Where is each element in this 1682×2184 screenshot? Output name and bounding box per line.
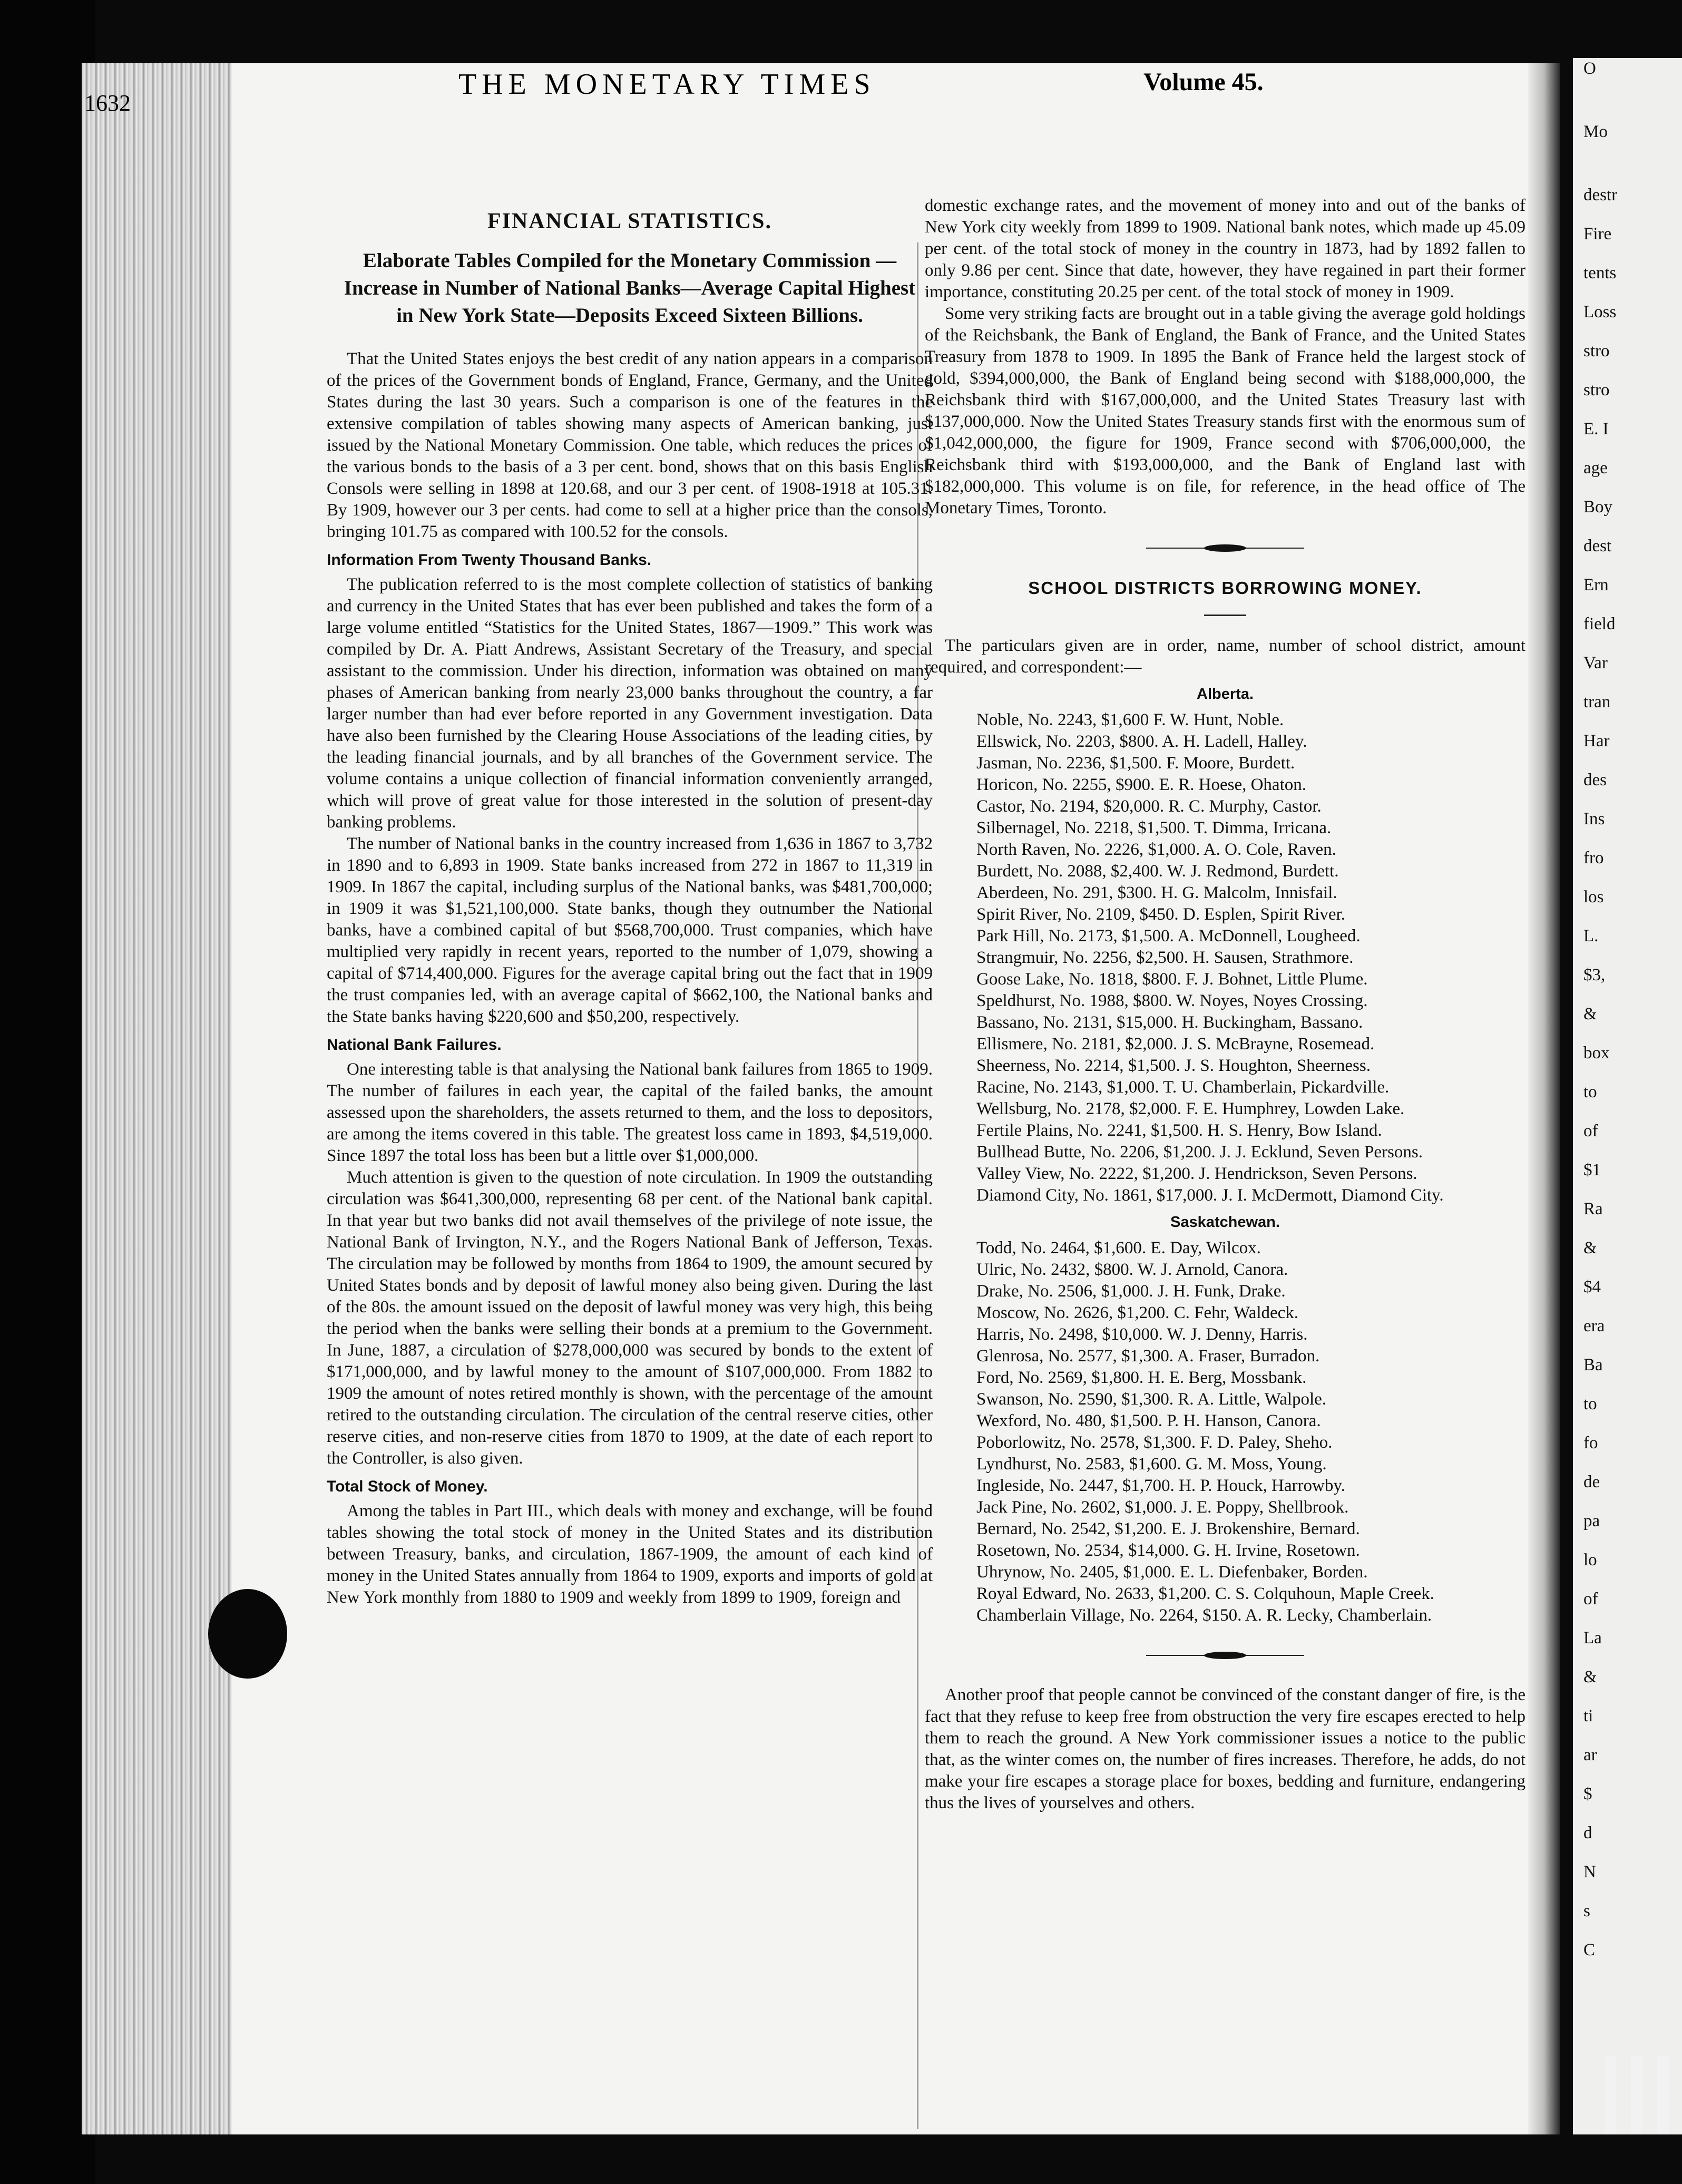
fragment-text: Ins [1583, 810, 1605, 828]
list-item: Poborlowitz, No. 2578, $1,300. F. D. Paley, Sheho. [976, 1433, 1333, 1452]
clip-mark [1631, 2055, 1642, 2134]
fragment-text: s [1583, 1902, 1590, 1920]
fragment-text: L. [1583, 927, 1599, 945]
list-item: Drake, No. 2506, $1,000. J. H. Funk, Drake. [976, 1282, 1286, 1301]
paragraph: The number of National banks in the country increased from 1,636 in 1867 to 3,732 in 1890 and to 6,893 in 1909. State banks increased from 272 in 1867 to 11,319 in 1909. In 1867 the capital, including surplus of the National banks, was $481,700,000; in 1909 it was $1,521,100,000. State banks, though they outnumber the National banks, have a combined capital of but $568,700,000. Trust companies, which have multiplied very rapidly in recent years, reported to the number of 1,079, showing a capital of $714,400,000. Figures for the average capital bring out the fact that in 1909 the trust companies led, with an average capital of $662,100, the National banks and the State banks having $220,600 and $50,200, respectively. [327, 834, 933, 1026]
scan-left-edge [0, 0, 95, 2184]
alberta-list [925, 709, 1525, 1206]
fragment-text: Har [1583, 732, 1610, 750]
paragraph: Much attention is given to the question of note circulation. In 1909 the outstanding circulation was $641,300,000, representing 68 per cent. of the National bank capital. In that year but two banks did not avail themselves of the privilege of note issue, the National Bank of Irvington, N.Y., and the Rogers National Bank of Jefferson, Texas. The circulation may be followed by months from 1864 to 1909, the amount secured by United States bonds and by deposit of lawful money also being given. During the last of the 80s. the amount issued on the deposit of lawful money was very high, this being the period when the banks were selling their bonds at a premium to the Government. In June, 1887, a circulation of $278,000,000 was secured by bonds to the extent of $171,000,000, and by lawful money to the amount of $107,000,000. From 1882 to 1909 the amount of notes retired monthly is shown, with the percentage of the amount retired to the outstanding circulation. The circulation of the central reserve cities, other reserve cities, and non-reserve cities from 1870 to 1909, at the date of each report to the Controller, is also given. [327, 1168, 933, 1468]
binder-hole [208, 1589, 287, 1679]
fragment-text: Fire [1583, 225, 1612, 243]
subheading: Total Stock of Money. [327, 1478, 488, 1495]
fragment-text: of [1583, 1122, 1598, 1140]
left-column [327, 134, 933, 1608]
fragment-text: Ra [1583, 1200, 1603, 1218]
list-item: Bullhead Butte, No. 2206, $1,200. J. J. Ecklund, Seven Persons. [976, 1143, 1423, 1162]
fragment-text: Ba [1583, 1356, 1603, 1374]
list-item: Ingleside, No. 2447, $1,700. H. P. Houck, Harrowby. [976, 1476, 1345, 1495]
fragment-text: field [1583, 615, 1616, 633]
subheading: National Bank Failures. [327, 1036, 502, 1054]
fragment-text: O [1583, 59, 1596, 78]
fragment-text: ti [1583, 1707, 1593, 1725]
list-item: Bassano, No. 2131, $15,000. H. Buckingham, Bassano. [976, 1013, 1363, 1032]
volume-label: Volume 45. [1143, 68, 1264, 96]
fragment-text: age [1583, 459, 1608, 477]
article-title: FINANCIAL STATISTICS. [487, 209, 772, 233]
fragment-text: Ern [1583, 576, 1609, 594]
page-gutter [1528, 63, 1560, 2134]
list-item: Ellswick, No. 2203, $800. A. H. Ladell, Halley. [976, 732, 1307, 751]
fragment-text: C [1583, 1941, 1596, 1959]
list-item: Strangmuir, No. 2256, $2,500. H. Sausen, Strathmore. [976, 948, 1354, 967]
list-item: Aberdeen, No. 291, $300. H. G. Malcolm, Innisfail. [976, 883, 1337, 902]
clip-mark [1657, 2055, 1669, 2134]
fragment-text: La [1583, 1629, 1602, 1647]
fragment-text: Boy [1583, 498, 1613, 516]
fragment-text: $4 [1583, 1278, 1601, 1296]
fragment-text: tents [1583, 264, 1617, 282]
list-item: North Raven, No. 2226, $1,000. A. O. Cole, Raven. [976, 840, 1336, 859]
list-item: Rosetown, No. 2534, $14,000. G. H. Irvine, Rosetown. [976, 1541, 1360, 1560]
list-item: Speldhurst, No. 1988, $800. W. Noyes, Noyes Crossing. [976, 991, 1368, 1010]
list-item: Bernard, No. 2542, $1,200. E. J. Brokenshire, Bernard. [976, 1519, 1360, 1538]
fragment-text: tran [1583, 693, 1611, 711]
list-item: Goose Lake, No. 1818, $800. F. J. Bohnet, Little Plume. [976, 970, 1368, 989]
fragment-text: N [1583, 1863, 1596, 1881]
fragment-text: to [1583, 1083, 1597, 1101]
list-item: Fertile Plains, No. 2241, $1,500. H. S. Henry, Bow Island. [976, 1121, 1382, 1140]
fragment-text: & [1583, 1239, 1597, 1257]
fragment-text: $1 [1583, 1161, 1601, 1179]
facing-page-fragments [1583, 58, 1617, 1978]
province-heading: Saskatchewan. [1170, 1214, 1280, 1231]
section-ornament [925, 1647, 1525, 1663]
list-item: Ford, No. 2569, $1,800. H. E. Berg, Mossbank. [976, 1368, 1307, 1387]
fragment-text: $3, [1583, 966, 1606, 984]
paragraph: The publication referred to is the most complete collection of statistics of banking and currency in the United States that has ever been published and takes the form of a large volume entitled “Statistics for the United States, 1867—1909.” This work was compiled by Dr. A. Piatt Andrews, Assistant Secretary of the Treasury, and special assistant to the commission. Under his direction, information was obtained on many phases of American banking from nearly 23,000 banks throughout the country, a far larger number than had ever before reported in any Government investigation. Data have also been furnished by the Clearing House Associations of the leading cities, by the leading financial journals, and by all branches of the Government service. The volume contains a unique collection of financial information conveniently arranged, which will prove of great value for those interested in the solution of present-day banking problems. [327, 575, 933, 832]
paragraph: Another proof that people cannot be convinced of the constant danger of fire, is the fact that they refuse to keep free from obstruction the very fire escapes erected to help them to reach the ground. A New York commissioner issues a notice to the public that, as the winter comes on, the number of fires increases. Therefore, he adds, do not make your fire escapes a storage place for boxes, bedding and furniture, endangering thus the lives of yourselves and others. [925, 1685, 1525, 1812]
fragment-text: dest [1583, 537, 1612, 555]
list-item: Todd, No. 2464, $1,600. E. Day, Wilcox. [976, 1239, 1261, 1257]
fragment-text: fro [1583, 849, 1604, 867]
list-item: Jack Pine, No. 2602, $1,000. J. E. Poppy, Shellbrook. [976, 1498, 1349, 1517]
subheading: Information From Twenty Thousand Banks. [327, 551, 652, 569]
list-item: Noble, No. 2243, $1,600 F. W. Hunt, Noble. [976, 710, 1284, 729]
fragment-text: des [1583, 771, 1607, 789]
fragment-text: d [1583, 1824, 1592, 1842]
list-item: Diamond City, No. 1861, $17,000. J. I. McDermott, Diamond City. [976, 1186, 1444, 1205]
list-item: Harris, No. 2498, $10,000. W. J. Denny, Harris. [976, 1325, 1308, 1344]
ornament-rule-icon [1146, 1650, 1304, 1661]
list-item: Racine, No. 2143, $1,000. T. U. Chamberlain, Pickardville. [976, 1078, 1390, 1097]
paragraph: One interesting table is that analysing the National bank failures from 1865 to 1909. The number of failures in each year, the capital of the failed banks, the amount assessed upon the shareholders, the assets returned to them, and the loss to depositors, are among the items covered in this table. The greatest loss came in 1893, $4,519,000. Since 1897 the total loss has been but a little over $1,000,000. [327, 1060, 933, 1165]
list-item: Sheerness, No. 2214, $1,500. J. S. Houghton, Sheerness. [976, 1056, 1371, 1075]
fragment-text: fo [1583, 1434, 1598, 1452]
fragment-text: stro [1583, 342, 1610, 360]
list-item: Horicon, No. 2255, $900. E. R. Hoese, Ohaton. [976, 775, 1307, 794]
book-page-edges [82, 63, 240, 2134]
list-item: Lyndhurst, No. 2583, $1,600. G. M. Moss, Young. [976, 1455, 1327, 1474]
clip-mark [1605, 2055, 1616, 2134]
list-item: Wexford, No. 480, $1,500. P. H. Hanson, Canora. [976, 1411, 1321, 1430]
list-item: Ulric, No. 2432, $800. W. J. Arnold, Canora. [976, 1260, 1288, 1279]
list-item: Castor, No. 2194, $20,000. R. C. Murphy, Castor. [976, 797, 1322, 816]
fragment-text: Mo [1583, 122, 1608, 141]
fragment-text: era [1583, 1317, 1605, 1335]
list-item: Royal Edward, No. 2633, $1,200. C. S. Colquhoun, Maple Creek. [976, 1584, 1434, 1603]
fragment-text: to [1583, 1395, 1597, 1413]
article-deck: Elaborate Tables Compiled for the Monetary Commission —Increase in Number of National Banks—Average Capital Highest in New York State—Deposits Exceed Sixteen Billions. [344, 249, 916, 327]
section-title: SCHOOL DISTRICTS BORROWING MONEY. [1028, 578, 1422, 598]
paragraph: Among the tables in Part III., which deals with money and exchange, will be found tables showing the total stock of money in the United States and its distribution between Treasury, banks, and circulation, 1867-1909, the amount of each kind of money in the United States annually from 1864 to 1909, exports and imports of gold at New York monthly from 1880 to 1909 and weekly from 1899 to 1909, foreign and [327, 1501, 933, 1607]
fragment-text: ar [1583, 1746, 1597, 1764]
fragment-text: pa [1583, 1512, 1600, 1530]
fragment-text: of [1583, 1590, 1598, 1608]
fragment-text: los [1583, 888, 1604, 906]
page-number: 1632 [84, 90, 131, 116]
title-rule [1204, 615, 1246, 616]
fragment-text: & [1583, 1668, 1597, 1686]
fragment-text: Loss [1583, 303, 1617, 321]
fragment-text: stro [1583, 381, 1610, 399]
paragraph: domestic exchange rates, and the movement of money into and out of the banks of New York city weekly from 1899 to 1909. National bank notes, which made up 45.09 per cent. of the total stock of money in the country in 1873, had by 1892 fallen to only 9.86 per cent. Since that date, however, they have regained in part their former importance, constituting 20.25 per cent. of the total stock of money in 1909. [925, 196, 1525, 301]
fragment-text: & [1583, 1005, 1597, 1023]
saskatchewan-list [925, 1237, 1525, 1626]
list-item: Glenrosa, No. 2577, $1,300. A. Fraser, Burradon. [976, 1347, 1320, 1366]
list-item: Uhrynow, No. 2405, $1,000. E. L. Diefenbaker, Borden. [976, 1563, 1368, 1582]
paragraph: That the United States enjoys the best credit of any nation appears in a comparison of the prices of the Government bonds of England, France, Germany, and the United States during the last 30 years. Such a comparison is one of the features in the extensive compilation of tables showing many aspects of American banking, just issued by the National Monetary Commission. One table, which reduces the prices of the various bonds to the basis of a 3 per cent. bond, shows that on this basis English Consols were selling in 1898 at 120.68, and our 3 per cent. of 1908-1918 at 105.31. By 1909, however our 3 per cents. had come to sell at a higher price than the consols, bringing 101.75 as compared with 100.52 for the consols. [327, 349, 933, 541]
list-item: Silbernagel, No. 2218, $1,500. T. Dimma, Irricana. [976, 818, 1332, 837]
list-item: Valley View, No. 2222, $1,200. J. Hendrickson, Seven Persons. [976, 1164, 1417, 1183]
list-item: Moscow, No. 2626, $1,200. C. Fehr, Waldeck. [976, 1303, 1299, 1322]
right-column [925, 195, 1525, 1814]
paragraph: Some very striking facts are brought out in a table giving the average gold holdings of the Reichsbank, the Bank of England, the Bank of France, and the United States Treasury from 1878 to 1909. In 1895 the Bank of France held the largest stock of gold, $394,000,000, the Bank of England being second with $188,000,000, the Reichsbank third with $167,000,000, and the United States Treasury last with $137,000,000. Now the United States Treasury stands first with the enormous sum of $1,042,000,000, the figure for 1909, France second with $706,000,000, the Reichsbank third with $193,000,000, and the Bank of England last with $182,000,000. This volume is on file, for reference, in the head office of The Monetary Times, Toronto. [925, 304, 1525, 518]
list-item: Swanson, No. 2590, $1,300. R. A. Little, Walpole. [976, 1390, 1327, 1409]
list-item: Ellismere, No. 2181, $2,000. J. S. McBrayne, Rosemead. [976, 1035, 1375, 1054]
list-item: Spirit River, No. 2109, $450. D. Esplen, Spirit River. [976, 905, 1345, 924]
list-item: Wellsburg, No. 2178, $2,000. F. E. Humphrey, Lowden Lake. [976, 1099, 1405, 1118]
fragment-text: destr [1583, 186, 1618, 204]
fragment-text: de [1583, 1473, 1600, 1491]
ornament-rule-icon [1146, 543, 1304, 553]
fragment-text: box [1583, 1044, 1610, 1062]
section-ornament [925, 540, 1525, 556]
running-title: THE MONETARY TIMES [458, 68, 876, 101]
province-heading: Alberta. [1197, 686, 1254, 703]
paragraph: The particulars given are in order, name, number of school district, amount required, and correspondent:— [925, 636, 1525, 677]
list-item: Burdett, No. 2088, $2,400. W. J. Redmond, Burdett. [976, 862, 1339, 881]
fragment-text: $ [1583, 1785, 1592, 1803]
list-item: Park Hill, No. 2173, $1,500. A. McDonnell, Lougheed. [976, 927, 1361, 945]
list-item: Chamberlain Village, No. 2264, $150. A. R. Lecky, Chamberlain. [976, 1606, 1432, 1625]
facing-page-edge [1573, 58, 1682, 2134]
fragment-text: lo [1583, 1551, 1597, 1569]
fragment-text: Var [1583, 654, 1608, 672]
fragment-text: E. I [1583, 420, 1609, 438]
list-item: Jasman, No. 2236, $1,500. F. Moore, Burdett. [976, 754, 1295, 773]
